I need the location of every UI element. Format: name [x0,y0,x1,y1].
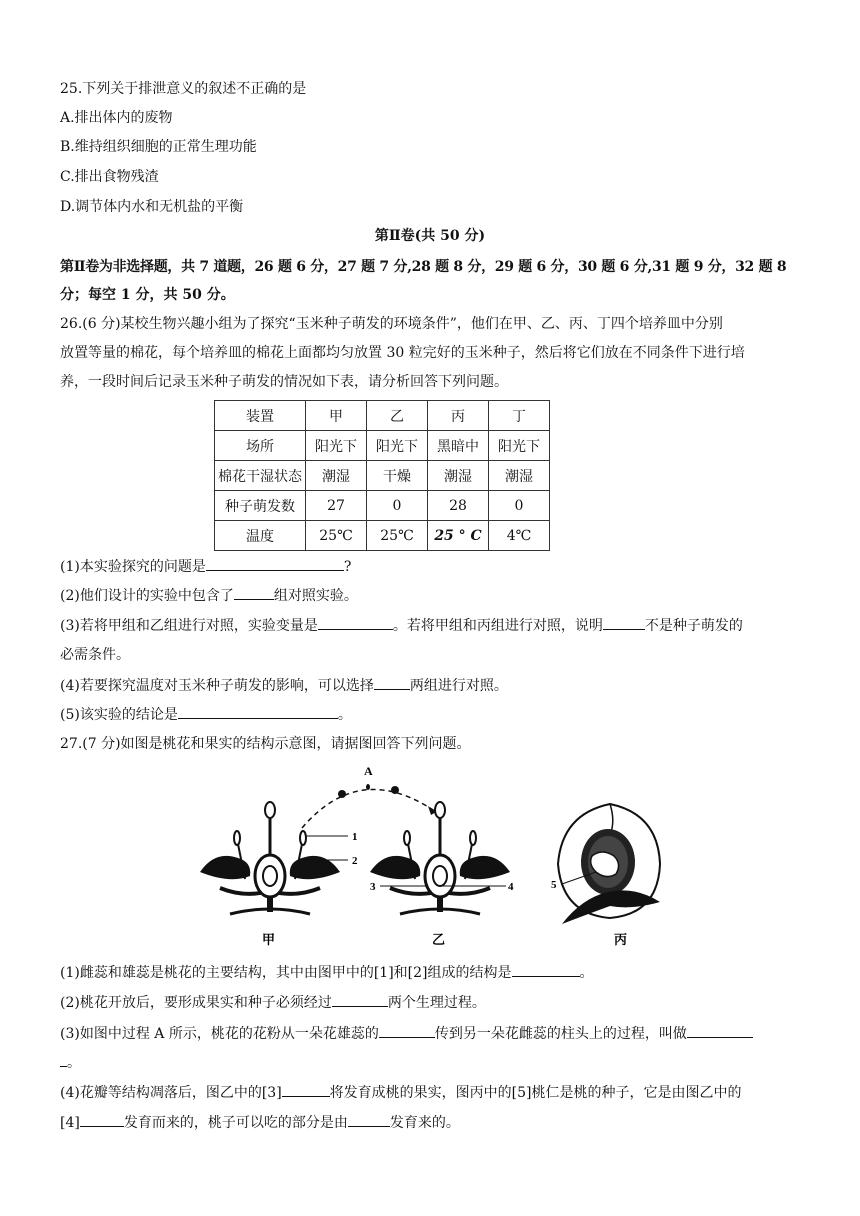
flower-yi-drawing [370,802,510,914]
table-cell: 棉花干湿状态 [215,461,306,491]
section-instructions-line1: 第Ⅱ卷为非选择题，共 7 道题，26 题 6 分，27 题 7 分,28 题 8 分，29 题 6 分，30 题 6 分,31 题 9 分，32 题 8 [60,259,787,275]
q26-sub5: (5)该实验的结论是 。 [60,704,352,725]
table-cell: 丙 [428,401,489,431]
q27-sub4-line2: [4] 发育而来的，桃子可以吃的部分是由 发育来的。 [60,1112,460,1133]
table-row [215,491,550,521]
table-cell: 潮湿 [428,461,489,491]
table-cell: 28 [428,491,489,521]
table-cell: 0 [367,491,428,521]
q26-intro-line2: 放置等量的棉花，每个培养皿的棉花上面都均匀放置 30 粒完好的玉米种子，然后将它们放在不同条件下进行培 [60,345,745,361]
answer-blank[interactable] [80,1112,124,1127]
table-cell: 阳光下 [489,431,550,461]
label-a: A [364,764,373,778]
answer-blank[interactable] [603,615,645,630]
label-bing: 丙 [614,932,628,947]
table-cell: 温度 [215,521,306,551]
peach-flower-fruit-figure [190,764,670,948]
table-cell: 黑暗中 [428,431,489,461]
answer-blank[interactable] [206,556,344,571]
label-4: 4 [508,881,514,893]
answer-blank[interactable] [332,992,388,1007]
table-row [215,521,550,551]
table-cell: 乙 [367,401,428,431]
table-row [215,461,550,491]
table-cell: 丁 [489,401,550,431]
table-cell: 干燥 [367,461,428,491]
table-cell: 装置 [215,401,306,431]
table-row [215,401,550,431]
peach-fruit-drawing [558,804,660,924]
table-cell: 25℃ [306,521,367,551]
table-cell: 阳光下 [367,431,428,461]
table-cell: 潮湿 [306,461,367,491]
section-instructions-line2: 分；每空 1 分，共 50 分。 [60,287,235,303]
table-cell: 潮湿 [489,461,550,491]
answer-blank[interactable] [348,1112,390,1127]
label-1: 1 [352,831,358,843]
section-title: 第Ⅱ卷(共 50 分) [374,228,486,244]
q27-sub1: (1)雌蕊和雄蕊是桃花的主要结构，其中由图甲中的[1]和[2]组成的结构是 。 [60,962,594,983]
q26-sub1: (1)本实验探究的问题是 ? [60,556,351,577]
label-yi: 乙 [432,932,446,947]
label-2: 2 [352,855,358,867]
label-5: 5 [551,879,557,891]
q27-sub3-line2: 。 [60,1052,81,1073]
pollination-arrow [302,784,436,828]
q27-intro: 27.(7 分)如图是桃花和果实的结构示意图，请据图回答下列问题。 [60,736,471,752]
table-cell: 27 [306,491,367,521]
answer-blank[interactable] [178,704,338,719]
q27-sub3: (3)如图中过程 A 所示，桃花的花粉从一朵花雄蕊的 传到另一朵花雌蕊的柱头上的过程，叫做 [60,1023,753,1044]
q27-sub4: (4)花瓣等结构凋落后，图乙中的[3] 将发育成桃的果实，图丙中的[5]桃仁是桃的种子，它是由图乙中的 [60,1082,742,1103]
table-cell: 25℃ [367,521,428,551]
q25-stem: 25.下列关于排泄意义的叙述不正确的是 [60,81,307,97]
table-cell: 0 [489,491,550,521]
q26-sub3: (3)若将甲组和乙组进行对照，实验变量是 。若将甲组和丙组进行对照，说明 不是种子萌发的 [60,615,743,636]
q26-sub2: (2)他们设计的实验中包含了 组对照实验。 [60,585,358,606]
answer-blank[interactable] [318,615,393,630]
q26-intro-line1: 26.(6 分)某校生物兴趣小组为了探究“玉米种子萌发的环境条件”，他们在甲、乙、丙、丁四个培养皿中分别 [60,316,723,332]
answer-blank[interactable] [379,1023,435,1038]
table-cell: 场所 [215,431,306,461]
answer-blank[interactable] [687,1023,753,1038]
q25-option-b: B.维持组织细胞的正常生理功能 [60,139,257,155]
answer-blank[interactable] [282,1082,330,1097]
table-cell: 阳光下 [306,431,367,461]
table-cell: 25 ° C [428,521,489,551]
table-cell: 4℃ [489,521,550,551]
table-cell: 种子萌发数 [215,491,306,521]
table-row [215,431,550,461]
q25-option-c: C.排出食物残渣 [60,169,159,185]
q27-sub2: (2)桃花开放后，要形成果实和种子必须经过 两个生理过程。 [60,992,486,1013]
table-cell: 甲 [306,401,367,431]
q26-intro-line3: 养，一段时间后记录玉米种子萌发的情况如下表，请分析回答下列问题。 [60,374,508,390]
q25-option-d: D.调节体内水和无机盐的平衡 [60,199,244,215]
label-3: 3 [370,881,376,893]
flower-jia-drawing [200,802,348,914]
answer-blank[interactable] [234,585,274,600]
answer-blank[interactable] [374,675,410,690]
q26-results-table [214,400,550,551]
answer-blank[interactable] [512,962,580,977]
answer-blank[interactable] [60,1052,67,1067]
q26-sub3-line2: 必需条件。 [60,647,130,663]
q25-option-a: A.排出体内的废物 [60,110,173,126]
q26-sub4: (4)若要探究温度对玉米种子萌发的影响，可以选择 两组进行对照。 [60,675,508,696]
label-jia: 甲 [262,932,276,947]
